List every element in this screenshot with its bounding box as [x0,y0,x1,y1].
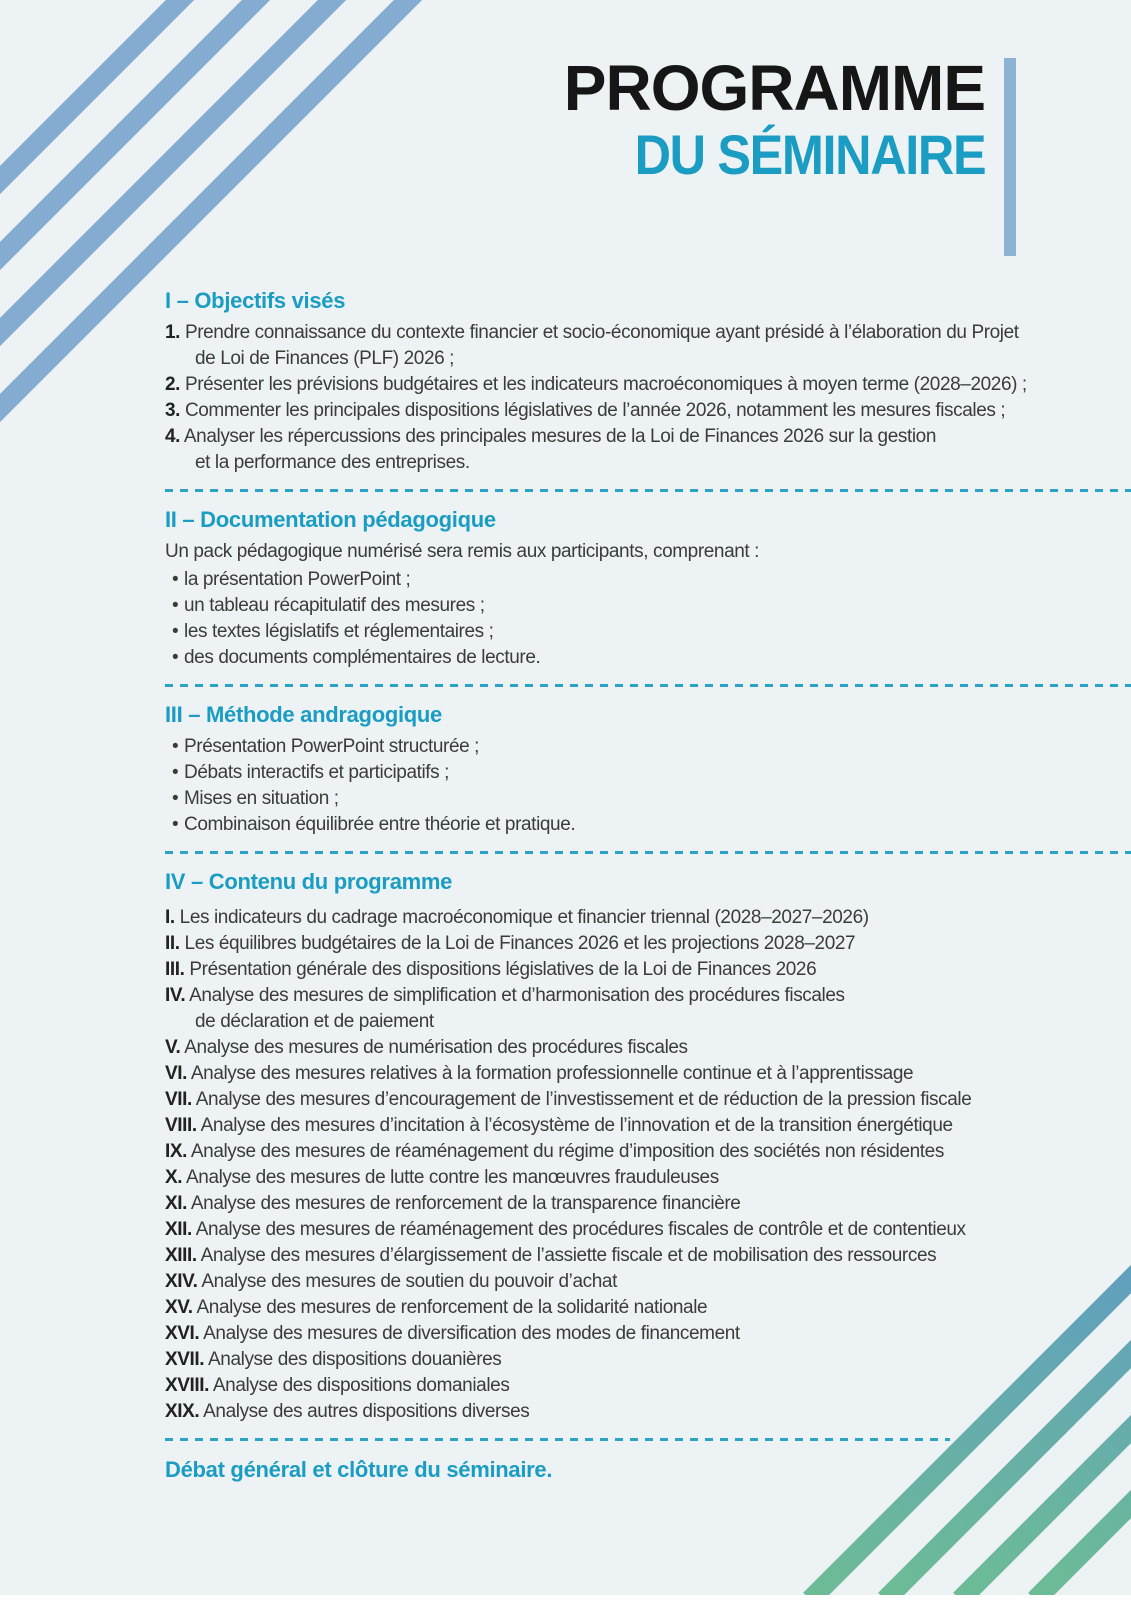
contenu-list [165,905,1131,1425]
item-text: Analyse des mesures d’incitation à l’écosystème de l’innovation et de la transition énergétique [200,1115,953,1136]
item-text: Présentation générale des dispositions législatives de la Loi de Finances 2026 [189,959,817,980]
program-item [165,905,1131,931]
section-heading-methode: III – Méthode andragogique [165,702,442,727]
program-item [165,1295,1131,1321]
item-text: Prendre connaissance du contexte financier et socio-économique ayant présidé à l’élaboration du Projet de Loi de Finances (PLF) 2026 ; [184,322,1019,369]
program-item [165,372,1131,398]
section-methode [165,701,1131,838]
program-item [165,1243,1131,1269]
bullet-icon: • [172,595,179,616]
program-item [165,1087,1131,1113]
methode-list [165,734,1131,838]
item-text: Analyse des mesures de renforcement de la transparence financière [190,1193,741,1214]
item-text: Analyse des mesures de réaménagement des procédures fiscales de contrôle et de contentieux [195,1219,966,1240]
item-number: 2. [165,374,181,395]
item-text: Analyse des autres dispositions diverses [203,1401,530,1422]
program-item [165,931,1131,957]
item-text: Les équilibres budgétaires de la Loi de Finances 2026 et les projections 2028–2027 [184,933,856,954]
program-item [165,1139,1131,1165]
item-text: Analyse des dispositions douanières [208,1349,502,1370]
program-item [165,1165,1131,1191]
page-title [564,52,985,186]
program-item [165,983,1131,1035]
program-item [165,1321,1131,1347]
bullet-icon: • [172,569,179,590]
dashed-divider [165,684,1131,687]
section-heading-objectifs: I – Objectifs visés [165,288,346,313]
item-text: Les indicateurs du cadrage macroéconomique et financier triennal (2028–2027–2026) [179,907,869,928]
item-number: XII. [165,1219,192,1240]
item-number: IV. [165,985,186,1006]
program-item [165,1113,1131,1139]
bullet-item [165,760,1131,786]
item-text: Présentation PowerPoint structurée ; [184,736,480,757]
item-text: la présentation PowerPoint ; [184,569,411,590]
bullet-icon: • [172,736,179,757]
objectives-list [165,320,1131,476]
bullet-item [165,786,1131,812]
item-number: 1. [165,322,181,343]
item-text: Analyse des mesures de lutte contre les manœuvres frauduleuses [186,1167,719,1188]
item-number: V. [165,1037,181,1058]
dashed-divider [165,851,1131,854]
item-number: VI. [165,1063,188,1084]
item-number: XV. [165,1297,193,1318]
section-documentation [165,506,1131,671]
program-item [165,1035,1131,1061]
section-objectifs [165,287,1131,476]
program-item [165,1399,1131,1425]
item-number: II. [165,933,180,954]
item-number: 3. [165,400,181,421]
item-text: Analyse des mesures d’encouragement de l’investissement et de réduction de la pression fiscale [195,1089,972,1110]
title-accent-bar [1004,58,1016,256]
program-item [165,320,1131,372]
bullet-icon: • [172,814,179,835]
section-heading-contenu: IV – Contenu du programme [165,869,453,894]
program-item [165,424,1131,476]
item-text: Analyser les répercussions des principales mesures de la Loi de Finances 2026 sur la gestion et la performance des entreprises. [183,426,937,473]
item-number: XVIII. [165,1375,210,1396]
closing-statement: Débat général et clôture du séminaire. [165,1457,553,1482]
item-text: Présenter les prévisions budgétaires et les indicateurs macroéconomiques à moyen terme (2028–2026) ; [184,374,1027,395]
bullet-icon: • [172,788,179,809]
page-title-line1: PROGRAMME [563,52,985,124]
bullet-icon: • [172,621,179,642]
program-item [165,1217,1131,1243]
item-number: 4. [165,426,181,447]
item-text: des documents complémentaires de lecture. [184,647,541,668]
item-text: Analyse des mesures de simplification et d’harmonisation des procédures fiscales de déclaration et de paiement [189,985,845,1032]
program-item [165,1269,1131,1295]
dashed-divider [165,489,1131,492]
bullet-item [165,619,1131,645]
section-heading-documentation: II – Documentation pédagogique [165,507,496,532]
item-text: Analyse des mesures de réaménagement du régime d’imposition des sociétés non résidentes [190,1141,944,1162]
section-contenu [165,868,1131,1425]
item-number: I. [165,907,175,928]
item-number: XIX. [165,1401,200,1422]
item-text: Analyse des mesures de numérisation des procédures fiscales [184,1037,688,1058]
item-text: Analyse des mesures de soutien du pouvoir d’achat [201,1271,617,1292]
item-text: Débats interactifs et participatifs ; [184,762,450,783]
item-number: VII. [165,1089,192,1110]
item-number: III. [165,959,185,980]
program-item [165,1347,1131,1373]
program-item [165,1191,1131,1217]
item-text: Analyse des mesures d’élargissement de l’assiette fiscale et de mobilisation des ressources [200,1245,937,1266]
program-item [165,957,1131,983]
item-text: Commenter les principales dispositions législatives de l’année 2026, notamment les mesures fiscales ; [184,400,1006,421]
page-bottom-edge [0,1595,1131,1600]
item-text: Analyse des mesures de renforcement de la solidarité nationale [196,1297,708,1318]
program-content [165,287,1131,1485]
item-text: Mises en situation ; [184,788,339,809]
documentation-intro: Un pack pédagogique numérisé sera remis aux participants, comprenant : [165,541,760,562]
item-text: Combinaison équilibrée entre théorie et pratique. [184,814,576,835]
bullet-item [165,593,1131,619]
bullet-item [165,734,1131,760]
program-item [165,1373,1131,1399]
item-text: Analyse des mesures de diversification des modes de financement [203,1323,740,1344]
item-text: Analyse des mesures relatives à la formation professionnelle continue et à l’apprentissage [190,1063,914,1084]
bullet-icon: • [172,647,179,668]
item-text: les textes législatifs et réglementaires ; [184,621,494,642]
bullet-item [165,645,1131,671]
documentation-list [165,567,1131,671]
bullet-item [165,812,1131,838]
page-title-line2: DU SÉMINAIRE [634,123,985,186]
program-item [165,398,1131,424]
dashed-divider [165,1438,950,1441]
item-number: X. [165,1167,183,1188]
item-number: XI. [165,1193,188,1214]
bullet-item [165,567,1131,593]
item-text: Analyse des dispositions domaniales [212,1375,510,1396]
item-number: XIII. [165,1245,197,1266]
item-text: un tableau récapitulatif des mesures ; [184,595,485,616]
item-number: XVII. [165,1349,205,1370]
program-item [165,1061,1131,1087]
bullet-icon: • [172,762,179,783]
item-number: XIV. [165,1271,198,1292]
item-number: XVI. [165,1323,200,1344]
item-number: VIII. [165,1115,197,1136]
item-number: IX. [165,1141,188,1162]
